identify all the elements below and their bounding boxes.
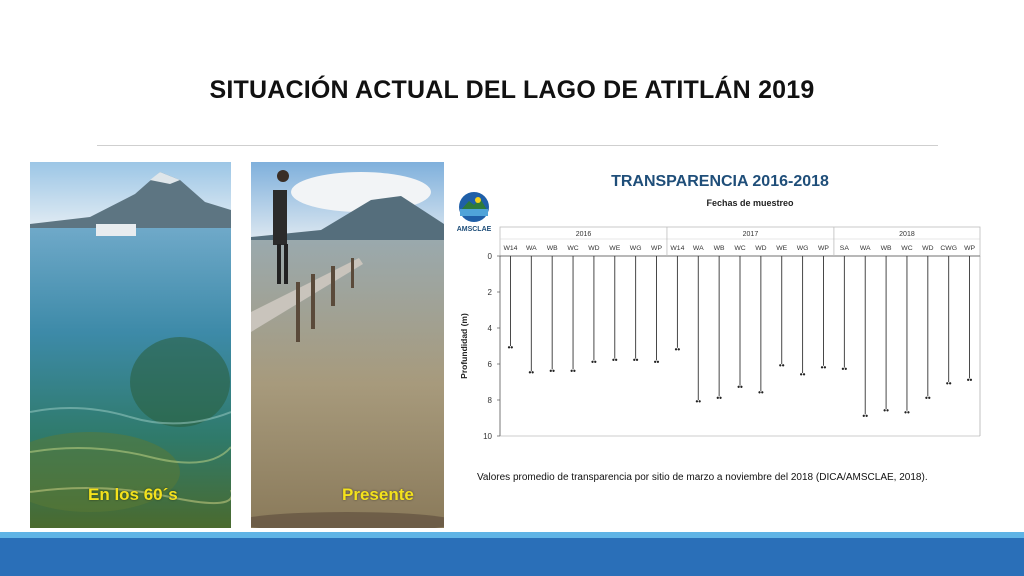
data-point-marker: •• — [591, 357, 597, 367]
category-label: WP — [964, 245, 976, 252]
chart-footnote: Valores promedio de transparencia por sitio de marzo a noviembre del 2018 (DICA/AMSCLAE, 2018). — [477, 472, 928, 483]
data-point-marker: •• — [570, 366, 576, 376]
y-tick-label: 6 — [487, 360, 492, 369]
category-label: WG — [629, 245, 642, 252]
category-label: WE — [776, 245, 788, 252]
category-label: CWG — [940, 245, 958, 252]
category-label: W14 — [503, 245, 518, 252]
title-divider — [97, 145, 938, 146]
category-label: WB — [713, 245, 725, 252]
data-point-marker: •• — [799, 370, 806, 379]
data-point-marker: •• — [841, 364, 848, 374]
data-point-marker: •• — [611, 355, 618, 365]
data-point-marker: •• — [549, 366, 555, 376]
y-tick-label: 4 — [487, 324, 492, 333]
category-label: WB — [880, 245, 892, 252]
data-point-marker: •• — [778, 361, 785, 370]
data-point-marker: •• — [528, 368, 535, 378]
data-point-marker: •• — [716, 393, 722, 403]
category-label: WA — [859, 245, 871, 252]
data-point-marker: •• — [507, 343, 514, 352]
y-tick-label: 8 — [487, 396, 492, 405]
y-axis-label: Profundidad (m) — [459, 313, 469, 379]
slide-title: SITUACIÓN ACTUAL DEL LAGO DE ATITLÁN 2019 — [209, 76, 815, 104]
photo-lake-present — [251, 162, 444, 528]
data-point-marker: •• — [904, 407, 910, 417]
data-point-marker: •• — [966, 375, 973, 385]
category-label: WD — [922, 245, 934, 252]
y-tick-label: 10 — [483, 432, 492, 441]
data-point-marker: •• — [820, 362, 827, 372]
logo-text: AMSCLAE — [456, 226, 492, 233]
data-point-marker: •• — [925, 393, 931, 403]
caption-1960s: En los 60´s — [88, 485, 178, 504]
data-point-marker: •• — [653, 357, 660, 367]
category-label: WC — [734, 245, 746, 252]
y-tick-label: 0 — [487, 252, 492, 261]
category-label: WA — [692, 245, 704, 252]
data-point-marker: •• — [737, 382, 743, 392]
data-point-marker: •• — [695, 397, 702, 406]
data-point-marker: •• — [883, 406, 889, 415]
year-group-label: 2018 — [899, 231, 915, 238]
category-label: WE — [609, 245, 621, 252]
category-label: WG — [796, 245, 809, 252]
chart-x-axis-title: Fechas de muestreo — [706, 198, 794, 208]
category-label: WD — [588, 245, 600, 252]
footer-bar — [0, 538, 1024, 576]
category-label: WA — [525, 245, 537, 252]
data-point-marker: •• — [758, 388, 764, 397]
category-label: WP — [651, 245, 662, 252]
category-label: WB — [546, 245, 558, 252]
caption-present: Presente — [342, 485, 414, 504]
data-point-marker: •• — [862, 411, 869, 421]
year-group-label: 2016 — [575, 231, 592, 238]
year-group-label: 2017 — [742, 231, 759, 238]
photo-lake-1960s — [30, 162, 231, 528]
category-label: WC — [901, 245, 913, 252]
category-label: WP — [818, 245, 829, 252]
category-label: SA — [839, 245, 849, 252]
category-label: WC — [567, 245, 579, 252]
chart-title: TRANSPARENCIA 2016-2018 — [611, 173, 829, 190]
category-label: W14 — [670, 245, 685, 252]
data-point-marker: •• — [674, 344, 681, 354]
data-point-marker: •• — [632, 355, 639, 365]
transparency-chart — [455, 215, 985, 450]
data-point-marker: •• — [945, 379, 952, 388]
y-tick-label: 2 — [487, 288, 492, 297]
category-label: WD — [755, 245, 767, 252]
